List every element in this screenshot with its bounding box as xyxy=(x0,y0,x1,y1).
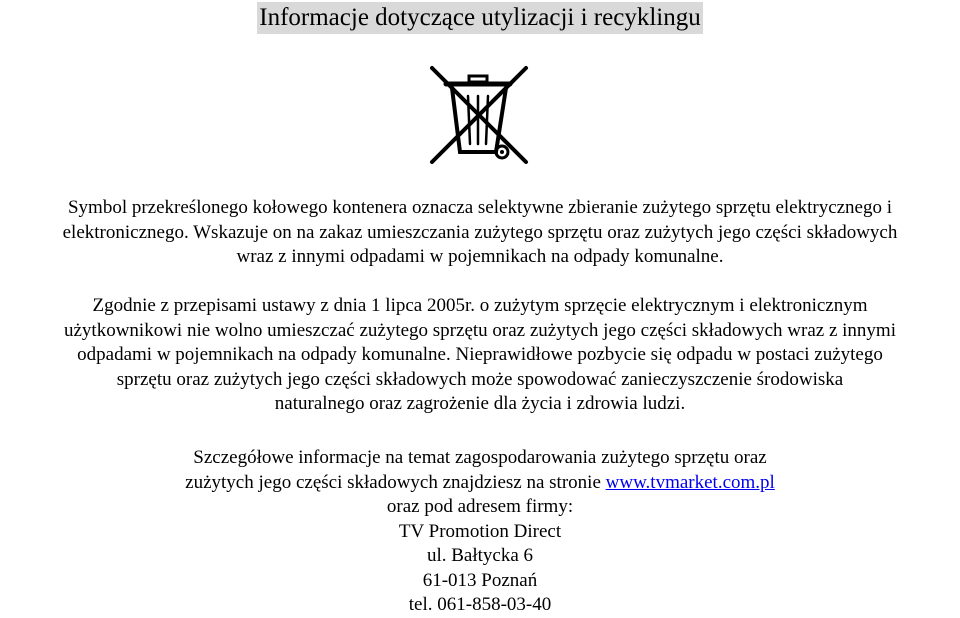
text-line-with-link xyxy=(0,471,960,496)
text-line: oraz pod adresem firmy: xyxy=(386,496,574,517)
text-line: naturalnego oraz zagrożenie dla życia i zdrowia ludzi. xyxy=(274,393,686,414)
company-phone: tel. 061-858-03-40 xyxy=(408,594,552,615)
text-line: elektronicznego. Wskazuje on na zakaz umieszczania zużytego sprzętu oraz zużytych jego części składowych xyxy=(62,221,898,243)
text-line: Szczegółowe informacje na temat zagospodarowania zużytego sprzętu oraz xyxy=(193,447,767,468)
paragraph-legal-notice xyxy=(0,294,960,417)
company-street: ul. Bałtycka 6 xyxy=(426,545,534,566)
text-line: Symbol przekreślonego kołowego kontenera oznacza selektywne zbieranie zużytego sprzętu elektrycznego i xyxy=(67,197,893,218)
link-prefix-text: zużytych jego części składowych znajdziesz na stronie xyxy=(185,471,606,493)
website-link[interactable]: www.tvmarket.com.pl xyxy=(605,471,775,493)
text-line: użytkownikowi nie wolno umieszczać zużytego sprzętu oraz zużytych jego części składowych wraz z innymi xyxy=(63,319,896,341)
text-line: odpadami w pojemnikach na odpady komunalne. Nieprawidłowe pozbycie się odpadu w postaci zużytego xyxy=(77,344,883,365)
page-title: Informacje dotyczące utylizacji i recyklingu xyxy=(257,2,702,34)
company-city: 61-013 Poznań xyxy=(422,569,538,591)
paragraph-contact-info xyxy=(0,446,960,618)
company-name: TV Promotion Direct xyxy=(398,520,562,542)
crossed-out-wheeled-bin-icon xyxy=(428,64,532,168)
text-line: Zgodnie z przepisami ustawy z dnia 1 lipca 2005r. o zużytym sprzęcie elektrycznym i elektronicznym xyxy=(92,295,868,316)
paragraph-symbol-meaning xyxy=(0,196,960,270)
text-line: sprzętu oraz zużytych jego części składowych może spowodować zanieczyszczenie środowiska xyxy=(116,368,844,390)
title-container xyxy=(0,2,960,34)
text-line: wraz z innymi odpadami w pojemnikach na odpady komunalne. xyxy=(236,246,724,267)
